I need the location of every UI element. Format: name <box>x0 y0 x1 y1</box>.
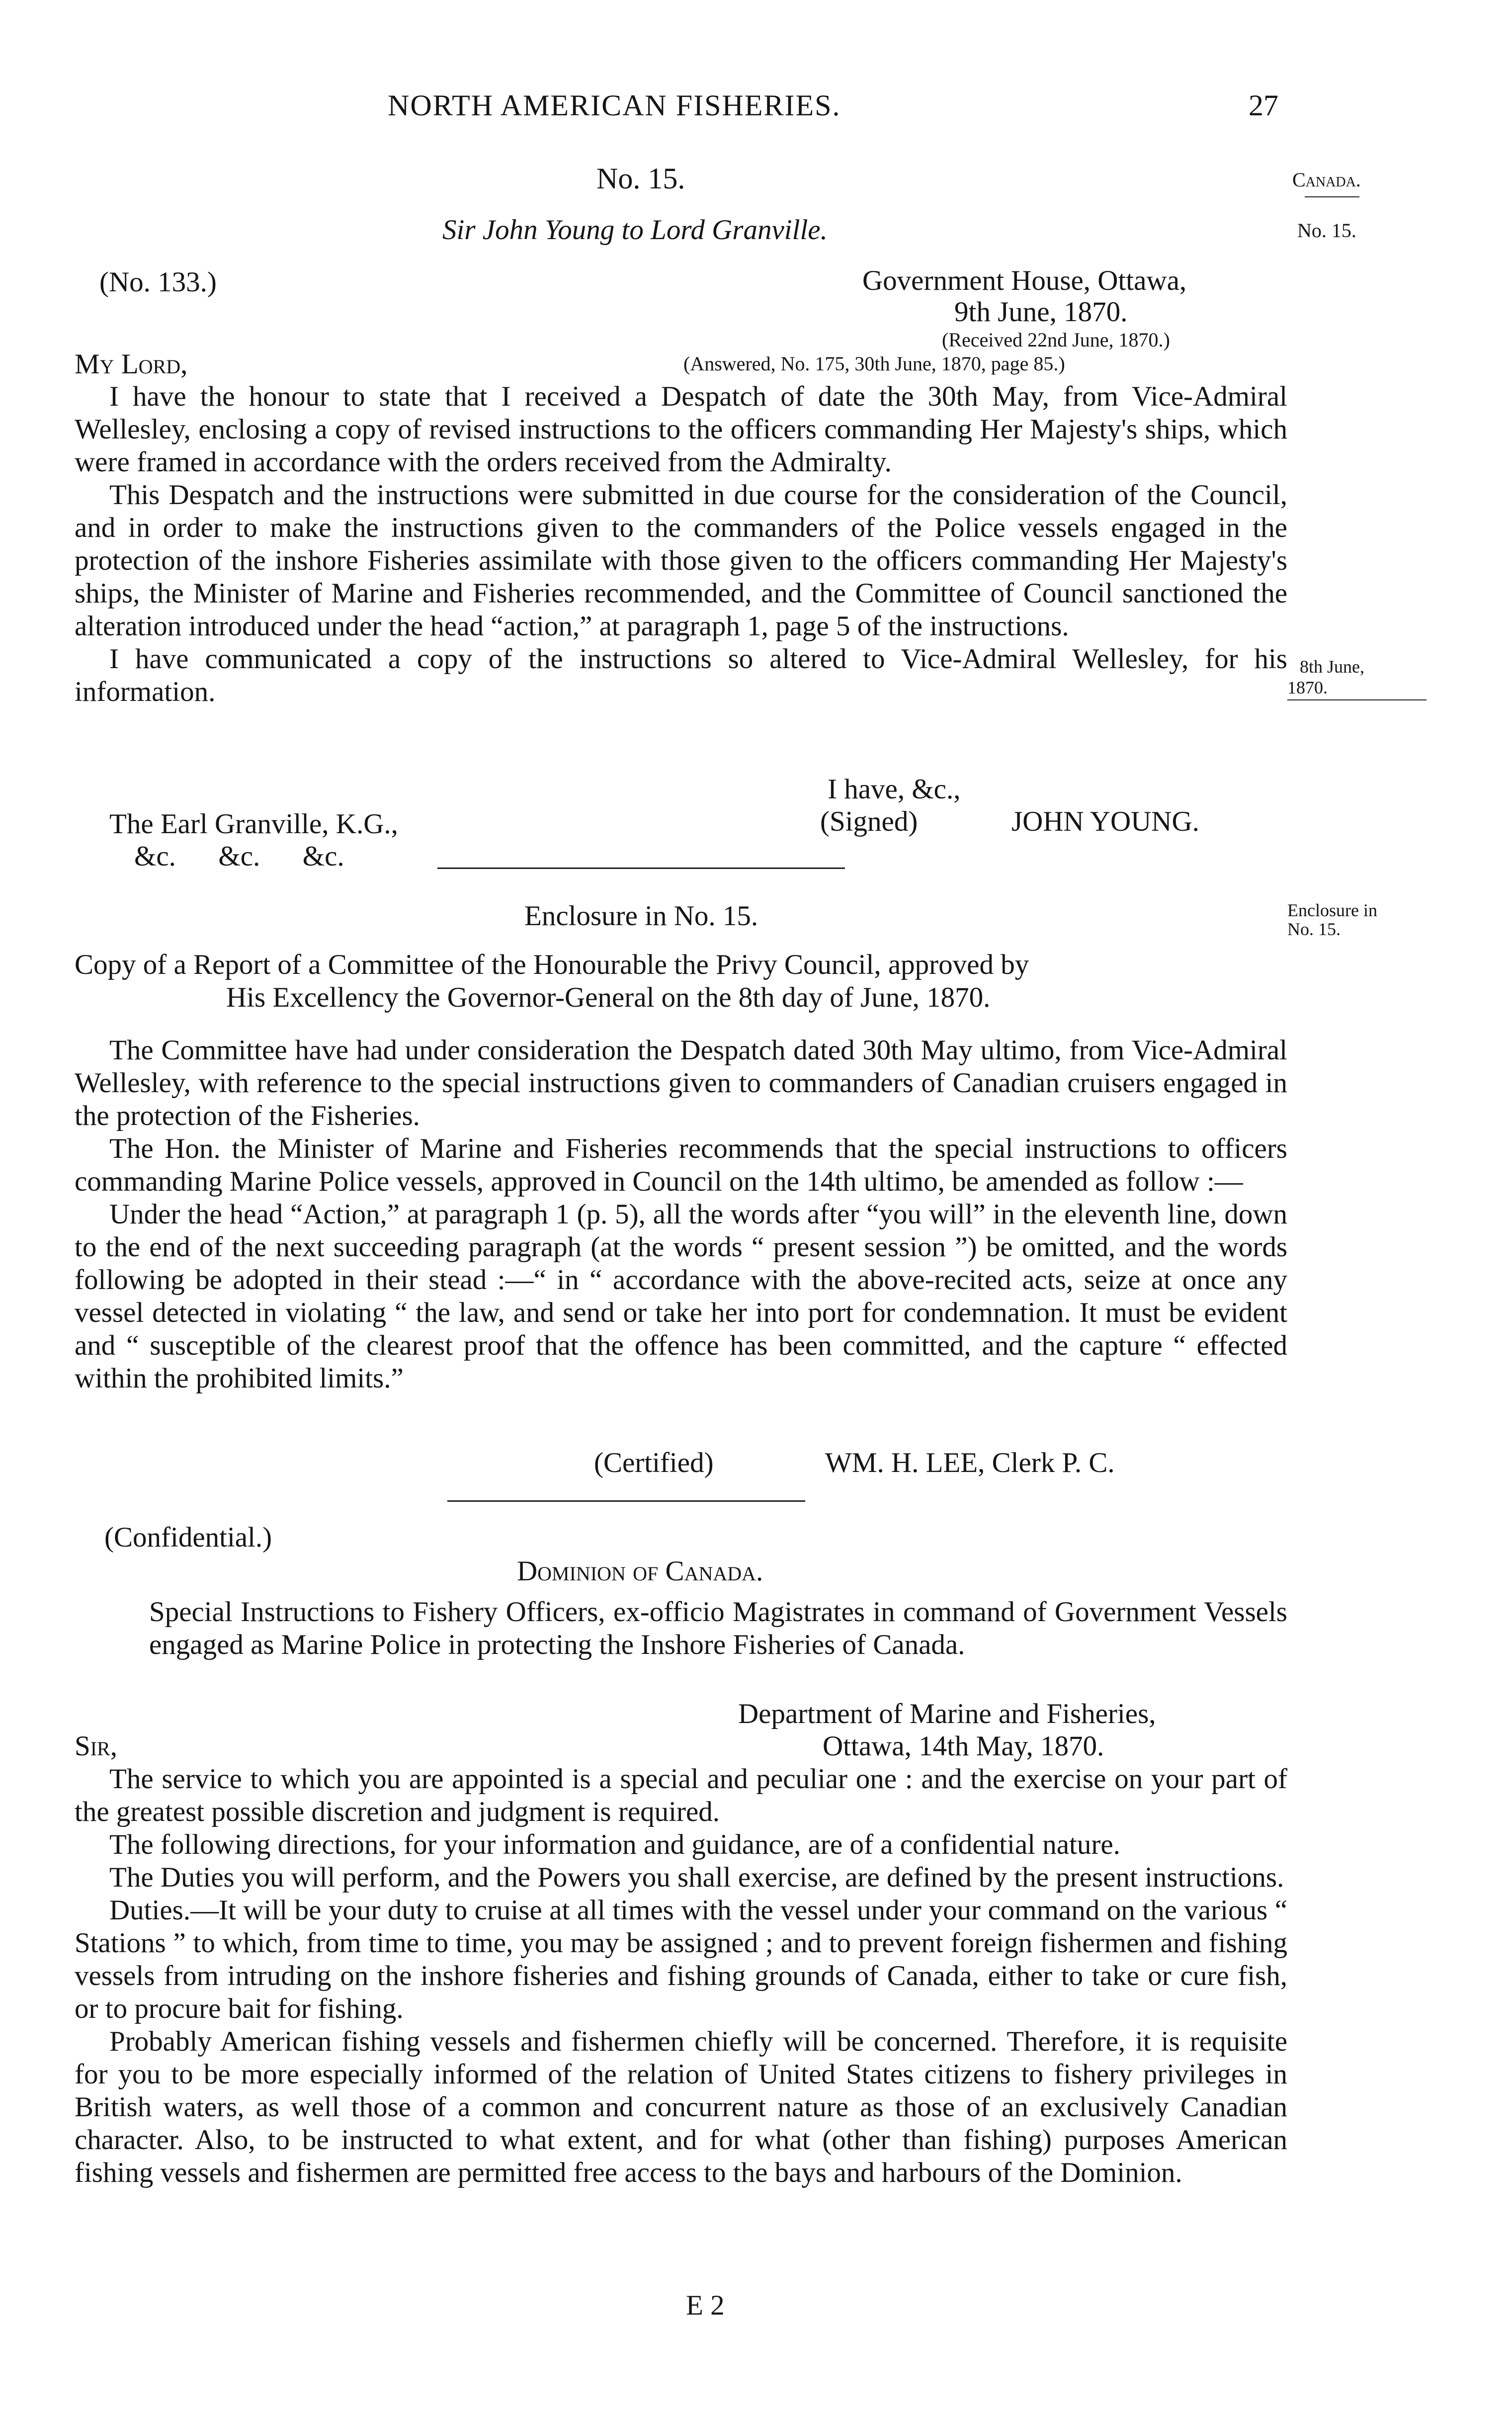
despatch-salutation: My Lord, <box>75 348 188 380</box>
despatch-signed: (Signed) <box>820 806 918 837</box>
despatch-received: (Received 22nd June, 1870.) <box>942 329 1170 351</box>
instructions-paragraph: Probably American fishing vessels and fishermen chiefly will be concerned. Therefore, it is requisite for you to be more especially informed of the relation of United States citizens to fishery privileges in British waters, as well those of a common and concurrent nature as those of an exclusively Canadian character. Also, to be instructed to what extent, and for what (other than fishing) purposes American fishing vessels and fishermen are permitted free access to the bays and harbours of the Dominion. <box>75 2026 1287 2188</box>
enclosure-paragraph: The Committee have had under consideration the Despatch dated 30th May ultimo, from Vice-Admiral Wellesley, with reference to the special instructions given to commanders of Canadian cruisers engaged in the protection of the Fisheries. <box>75 1035 1287 1131</box>
instructions-title <box>75 1596 1287 1661</box>
margin-date-line2: 1870. <box>1287 678 1328 697</box>
despatch-subtitle: Sir John Young to Lord Granville. <box>442 214 828 246</box>
running-head: NORTH AMERICAN FISHERIES. <box>388 89 841 122</box>
instructions-confidential: (Confidential.) <box>104 1522 272 1553</box>
despatch-reference: (No. 133.) <box>99 266 217 298</box>
despatch-paragraph: I have the honour to state that I received a Despatch of date the 30th May, from Vice-Admiral Wellesley, enclosing a copy of revised instructions to the officers commanding Her Majesty's ships, which were framed in accordance with the orders received from the Admiralty. <box>75 381 1287 478</box>
enclosure-paragraph: Under the head “Action,” at paragraph 1 (p. 5), all the words after “you will” in the eleventh line, down to the end of the next succeeding paragraph (at the words “ present session ”) be omitted, and the words following be adopted in their stead :—“ in “ accordance with the above-recited acts, seize at once any vessel detected in violating “ the law, and send or take her into port for condemnation. It must be evident and “ susceptible of the clearest proof that the offence has been committed, and the capture “ effected within the prohibited limits.” <box>75 1199 1287 1394</box>
instructions-department: Department of Marine and Fisheries, <box>738 1698 1156 1729</box>
despatch-addressee: The Earl Granville, K.G., <box>109 808 398 840</box>
margin-date-rule <box>1287 699 1427 700</box>
enclosure-title: Enclosure in No. 15. <box>524 900 758 932</box>
despatch-paragraph: This Despatch and the instructions were submitted in due course for the consideration of the Council, and in order to make the instructions given to the commanders of the Police vessels engaged in the protection of the inshore Fisheries assimilate with those given to the officers commanding Her Majesty's ships, the Minister of Marine and Fisheries recommended, and the Committee of Council sanctioned the alteration introduced under the head “action,” at paragraph 1, page 5 of the instructions. <box>75 479 1287 642</box>
page-number: 27 <box>1249 89 1278 122</box>
despatch-end-rule <box>437 867 845 869</box>
despatch-answered: (Answered, No. 175, 30th June, 1870, page 85.) <box>683 352 1065 375</box>
enclosure-body <box>75 1034 1287 1395</box>
signature-mark: E 2 <box>686 2290 725 2321</box>
enclosure-certified: (Certified) <box>594 1447 714 1478</box>
despatch-date: 9th June, 1870. <box>954 296 1128 328</box>
instructions-dominion: Dominion of Canada. <box>517 1555 763 1587</box>
margin-enclosure-line2: No. 15. <box>1287 919 1341 939</box>
enclosure-heading-line2: His Excellency the Governor-General on the 8th day of June, 1870. <box>226 982 991 1013</box>
despatch-place: Government House, Ottawa, <box>862 265 1187 296</box>
despatch-signer: JOHN YOUNG. <box>1011 806 1199 837</box>
margin-enclosure-line1: Enclosure in <box>1287 900 1377 920</box>
instructions-body <box>75 1763 1287 2189</box>
instructions-title-text: Special Instructions to Fishery Officers, ex-officio Magistrates in command of Government Vessels engaged as Marine Police in protecting the Inshore Fisheries of Canada. <box>149 1596 1287 1660</box>
margin-date-line1: 8th June, <box>1300 657 1364 677</box>
instructions-salutation: Sir, <box>75 1730 117 1762</box>
enclosure-paragraph: The Hon. the Minister of Marine and Fisheries recommends that the special instructions to officers commanding Marine Police vessels, approved in Council on the 14th ultimo, be amended as follow :— <box>75 1133 1287 1197</box>
enclosure-clerk: WM. H. LEE, Clerk P. C. <box>825 1447 1115 1478</box>
despatch-number: No. 15. <box>596 162 685 195</box>
instructions-paragraph: Duties.—It will be your duty to cruise at all times with the vessel under your command on the various “ Stations ” to which, from time to time, you may be assigned ; and to prevent foreign fishermen and fishing vessels from intruding on the inshore fisheries and fishing grounds of Canada, either to take or cure fish, or to procure bait for fishing. <box>75 1895 1287 2024</box>
instructions-paragraph: The Duties you will perform, and the Powers you shall exercise, are defined by the present instructions. <box>109 1862 1284 1893</box>
despatch-paragraph: I have communicated a copy of the instructions so altered to Vice-Admiral Wellesley, for his information. <box>75 643 1287 707</box>
instructions-date: Ottawa, 14th May, 1870. <box>823 1730 1104 1762</box>
despatch-closing: I have, &c., <box>828 774 961 805</box>
despatch-etc: &c. &c. &c. <box>134 841 344 872</box>
margin-no15: No. 15. <box>1297 219 1356 242</box>
enclosure-end-rule <box>447 1500 805 1502</box>
margin-divider <box>1305 196 1359 197</box>
margin-canada: Canada. <box>1292 169 1361 191</box>
despatch-body <box>75 380 1287 708</box>
instructions-paragraph: The following directions, for your information and guidance, are of a confidential nature. <box>109 1829 1120 1860</box>
instructions-paragraph: The service to which you are appointed is a special and peculiar one : and the exercise on your part of the greatest possible discretion and judgment is required. <box>75 1763 1287 1827</box>
enclosure-heading-line1: Copy of a Report of a Committee of the Honourable the Privy Council, approved by <box>75 949 1029 980</box>
